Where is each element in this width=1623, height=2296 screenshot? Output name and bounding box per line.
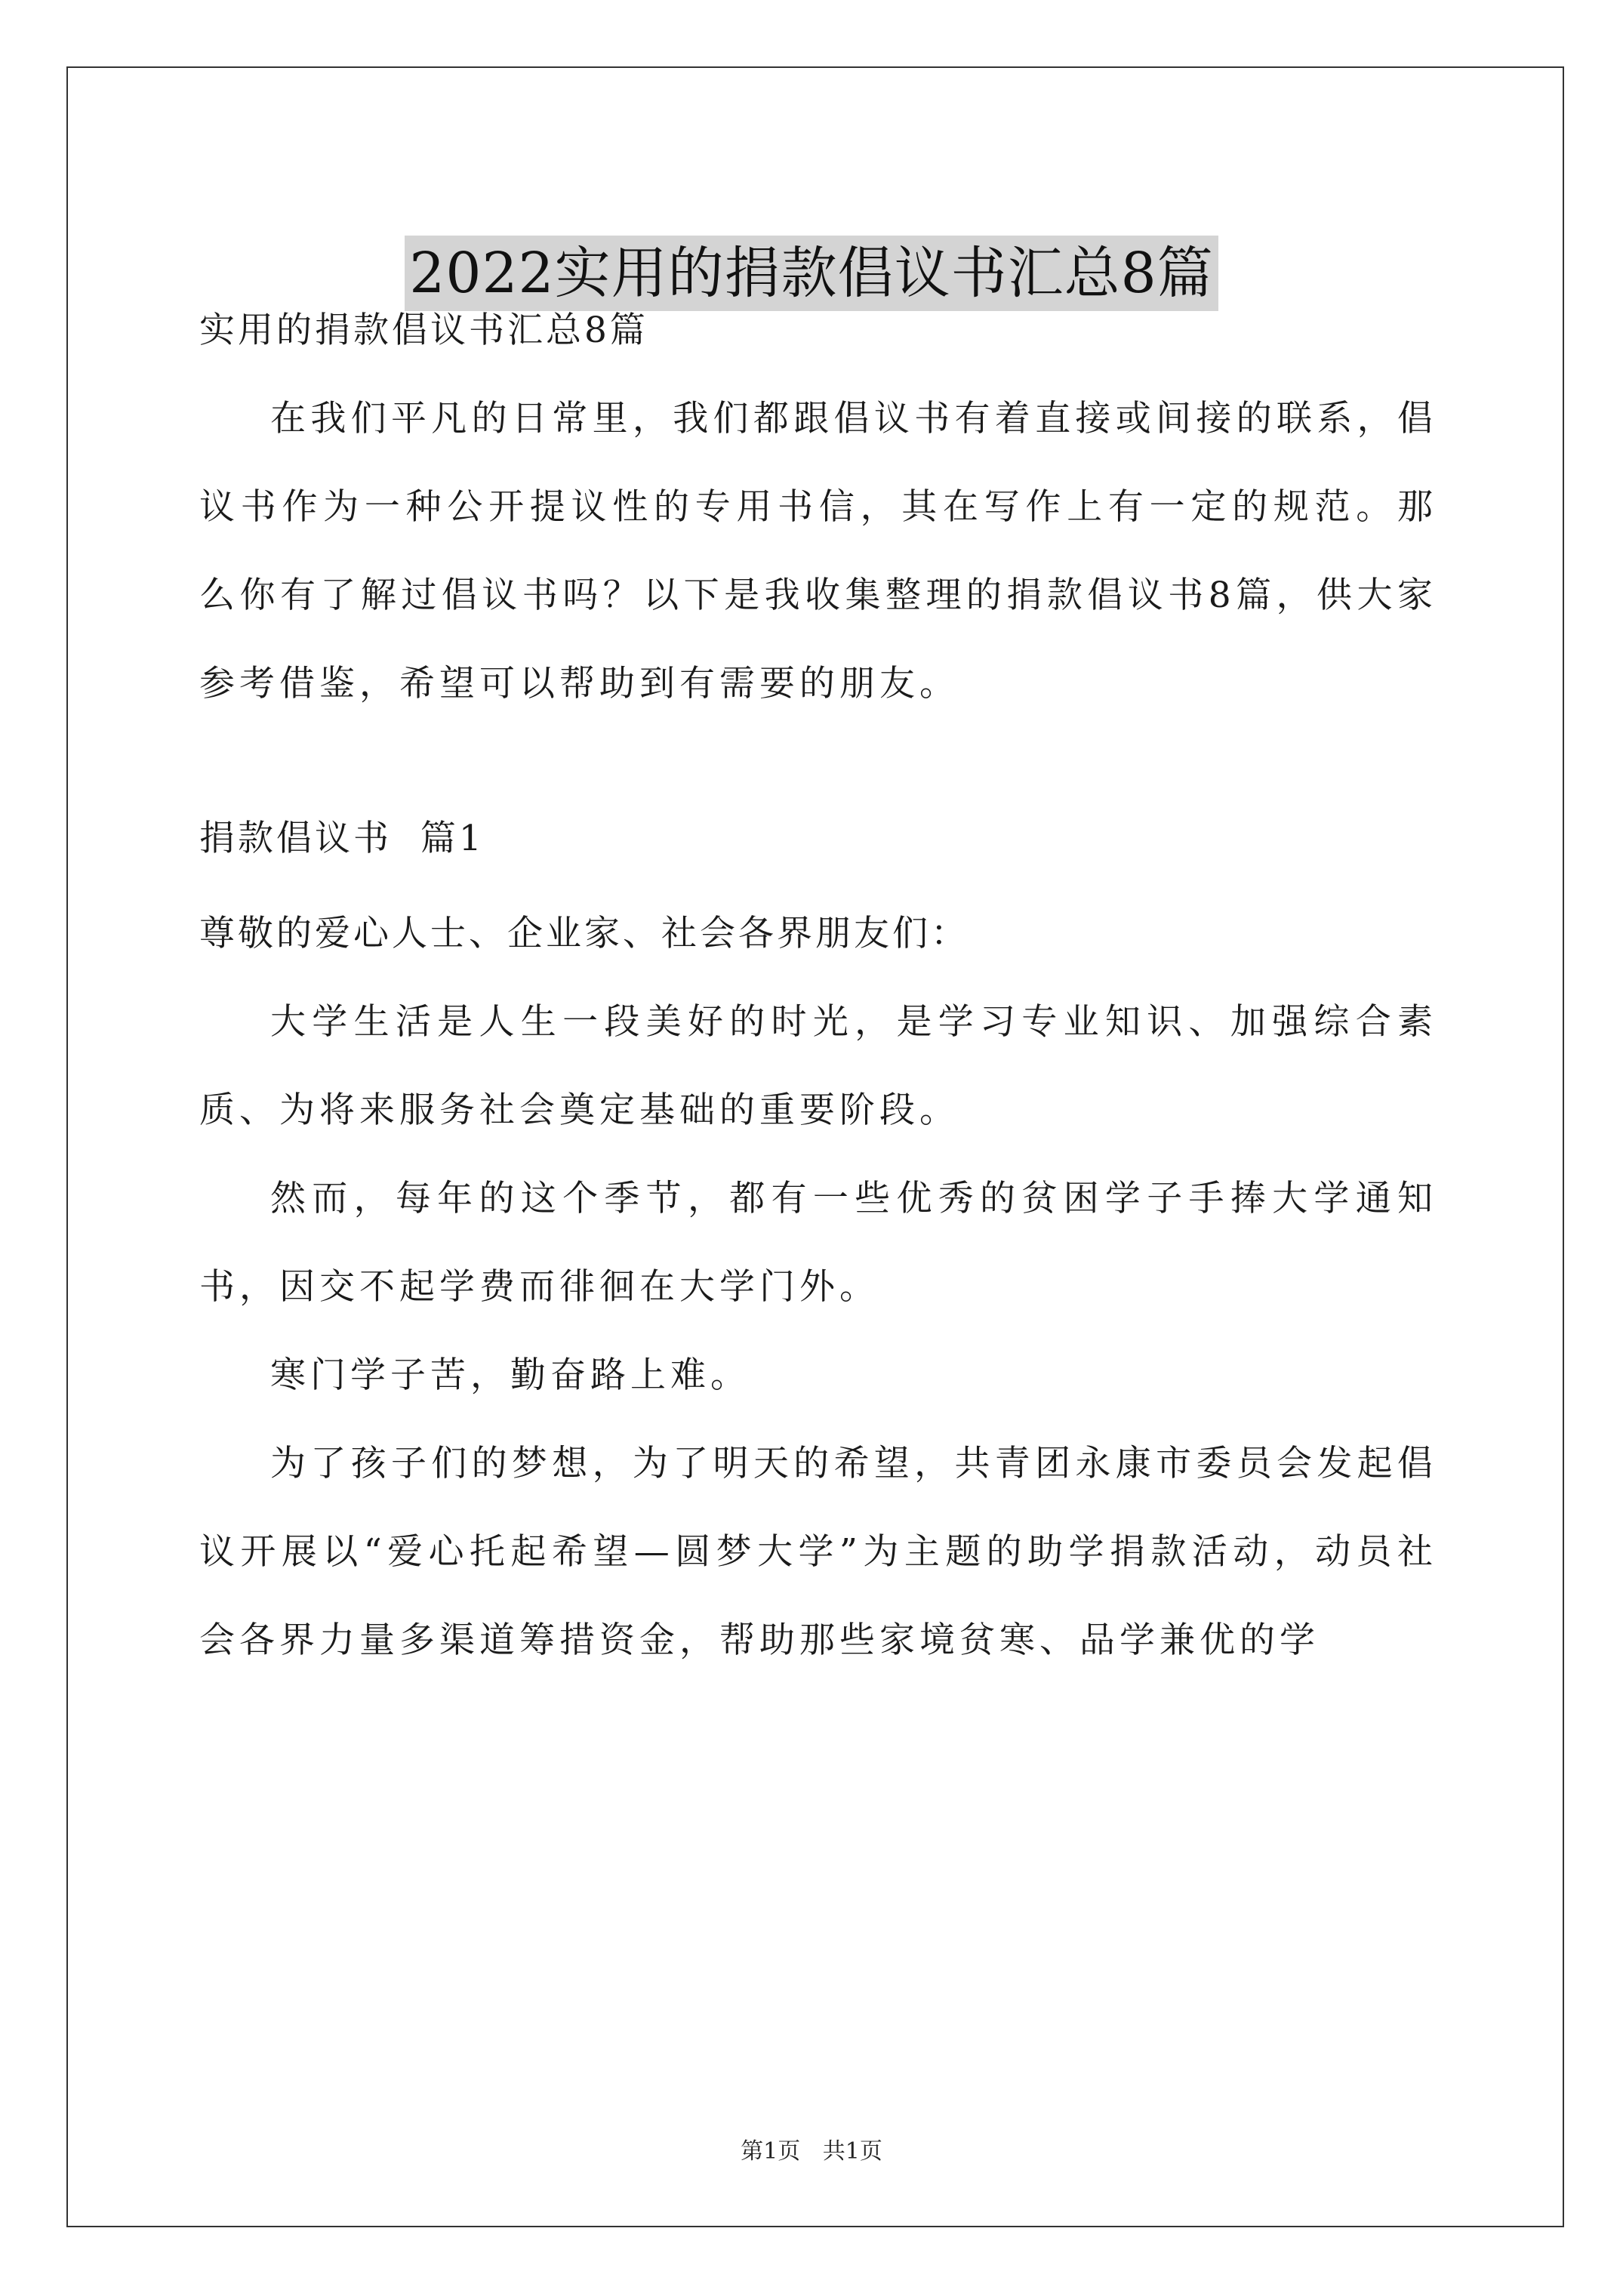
document-body — [199, 308, 1437, 1684]
document-subtitle: 实用的捐款倡议书汇总8篇 — [199, 310, 648, 351]
body-paragraph-2: 然而，每年的这个季节，都有一些优秀的贫困学子手捧大学通知书，因交不起学费而徘徊在大学门外。 — [199, 1178, 1437, 1308]
body-paragraph-4: 为了孩子们的梦想，为了明天的希望，共青团永康市委员会发起倡议开展以“爱心托起希望—圆梦大学”为主题的助学捐款活动，动员社会各界力量多渠道筹措资金，帮助那些家境贫寒、品学兼优的学 — [199, 1443, 1437, 1661]
document-title: 2022实用的捐款倡议书汇总8篇 — [405, 236, 1218, 311]
body-paragraph-3: 寒门学子苦，勤奋路上难。 — [270, 1354, 750, 1396]
page-number: 第1页 — [741, 2138, 801, 2165]
intro-paragraph: 在我们平凡的日常里，我们都跟倡议书有着直接或间接的联系，倡议书作为一种公开提议性的专用书信，其在写作上有一定的规范。那么你有了解过倡议书吗？以下是我收集整理的捐款倡议书8篇，供大家参考借鉴，希望可以帮助到有需要的朋友。 — [199, 398, 1437, 704]
section-heading: 捐款倡议书 篇1 — [199, 818, 485, 859]
page-total: 共1页 — [822, 2138, 882, 2165]
body-paragraph-1: 大学生活是人生一段美好的时光，是学习专业知识、加强综合素质、为将来服务社会奠定基础的重要阶段。 — [199, 1001, 1437, 1131]
page-footer — [0, 2137, 1623, 2167]
salutation: 尊敬的爱心人士、企业家、社会各界朋友们： — [199, 913, 969, 954]
